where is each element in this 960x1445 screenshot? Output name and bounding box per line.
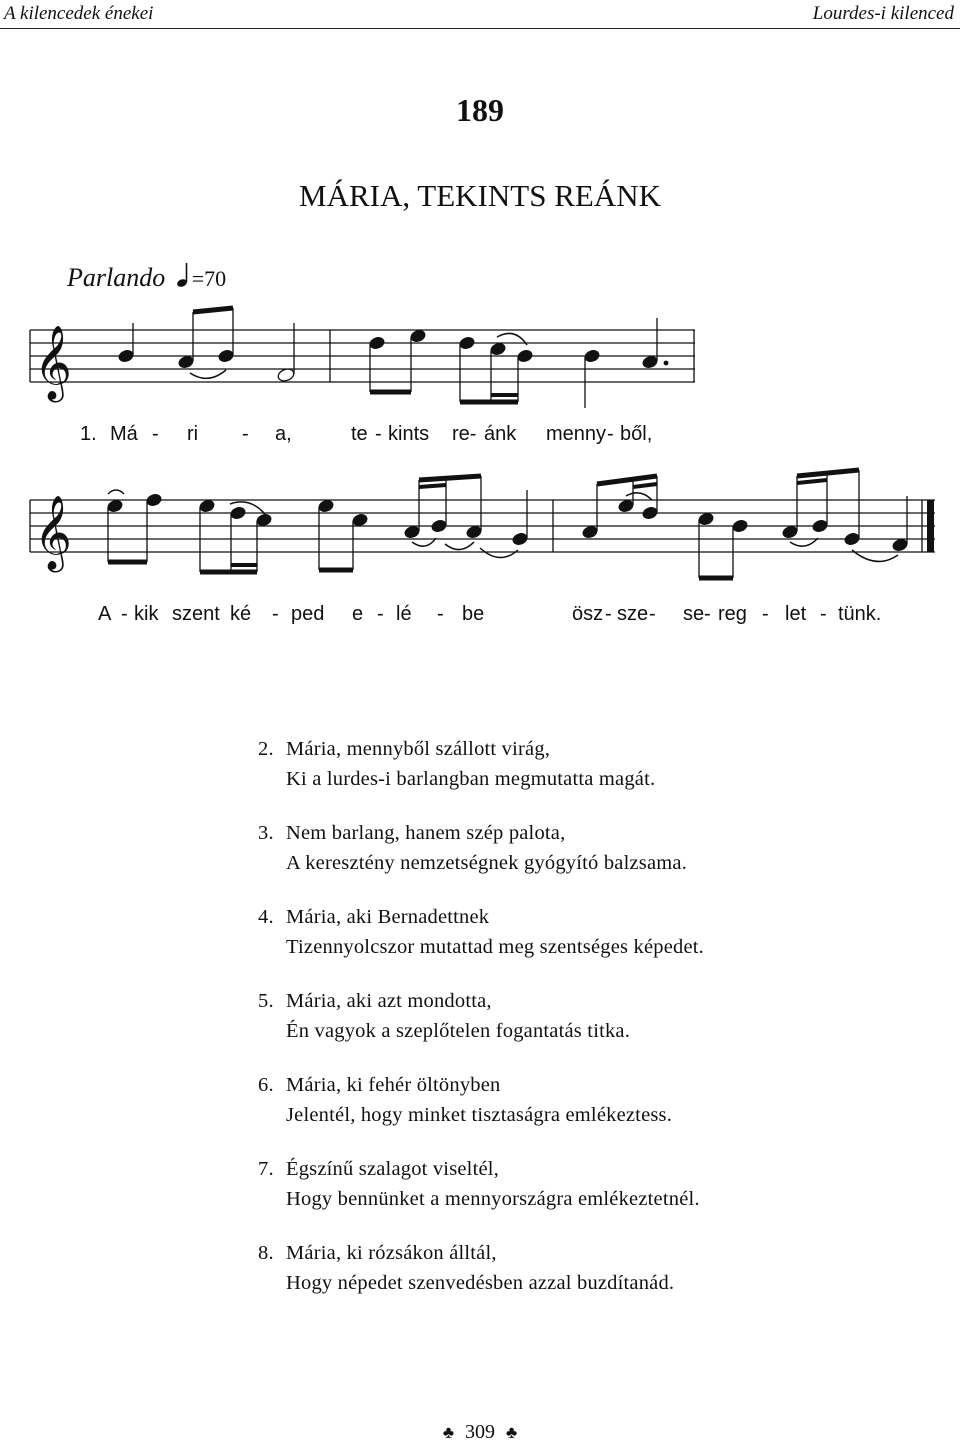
quarter-note-icon [176, 262, 192, 288]
trefoil-ornament-icon: ♣ [506, 1423, 518, 1442]
stanza-number: 7. [258, 1158, 274, 1180]
stanza-line: Mária, aki azt mondotta, [286, 990, 492, 1012]
stanza-line: Én vagyok a szeplőtelen fogantatás titka. [286, 1020, 631, 1042]
lyric-syllable: - [272, 603, 279, 625]
stanza-number: 5. [258, 990, 274, 1012]
stanza-number: 3. [258, 822, 274, 844]
tempo-value: =70 [191, 266, 227, 291]
lyric-syllable: - [152, 423, 159, 445]
lyrics-line-1 [0, 423, 960, 451]
stanza-line: Hogy népedet szenvedésben azzal buzdítanád. [286, 1272, 675, 1294]
lyric-syllable: kints [388, 423, 430, 445]
stanza [258, 818, 898, 878]
lyric-syllable: let [785, 603, 807, 625]
lyric-syllable: - [607, 423, 614, 445]
tempo-label: Parlando [67, 263, 166, 292]
lyric-syllable: - [242, 423, 249, 445]
lyric-syllable: ánk [484, 423, 517, 445]
stanza-line: Hogy bennünket a mennyországra emlékeztetnél. [286, 1188, 700, 1210]
song-title: MÁRIA, TEKINTS REÁNK [299, 178, 661, 213]
stanza-number: 6. [258, 1074, 274, 1096]
header-book-title: A kilencedek énekei [4, 3, 154, 24]
stanza [258, 1070, 898, 1130]
lyric-syllable: szent [172, 603, 220, 625]
lyric-syllable: ped [291, 603, 325, 625]
tempo-marking [67, 262, 226, 293]
lyric-syllable: - [704, 603, 711, 625]
stanza-list [258, 734, 898, 1322]
lyric-syllable: Má [110, 423, 138, 445]
lyric-syllable: - [377, 603, 384, 625]
stanza-line: Nem barlang, hanem szép palota, [286, 822, 566, 844]
stanza-line: A keresztény nemzetségnek gyógyító balzsama. [286, 852, 688, 874]
lyric-syllable: sze [617, 603, 649, 625]
stanza [258, 734, 898, 794]
lyric-syllable: ből, [620, 423, 653, 445]
lyric-syllable: tünk. [838, 603, 882, 625]
stanza-line: Mária, mennyből szállott virág, [286, 738, 551, 760]
stanza-number: 4. [258, 906, 274, 928]
stanza [258, 986, 898, 1046]
stanza-line: Mária, aki Bernadettnek [286, 906, 490, 928]
lyric-syllable: kik [134, 603, 159, 625]
treble-clef-icon: 𝄞 [34, 326, 72, 400]
stanza-line: Égszínű szalagot viseltél, [286, 1158, 499, 1180]
lyric-syllable: a, [275, 423, 292, 445]
trefoil-ornament-icon: ♣ [442, 1423, 454, 1442]
page-number: 309 [465, 1421, 495, 1443]
lyric-syllable: - [605, 603, 612, 625]
lyric-syllable: re- [452, 423, 477, 445]
lyric-syllable: - [121, 603, 128, 625]
stanza-line: Mária, ki rózsákon álltál, [286, 1242, 497, 1264]
stanza-number: 2. [258, 738, 274, 760]
lyric-syllable: lé [396, 603, 412, 625]
lyric-syllable: ké [230, 603, 252, 625]
lyric-syllable: - [649, 603, 656, 625]
lyric-syllable: te [351, 423, 368, 445]
song-number: 189 [456, 92, 504, 128]
page-footer [0, 1421, 960, 1444]
lyric-syllable: - [820, 603, 827, 625]
treble-clef-icon: 𝄞 [34, 496, 72, 570]
lyric-syllable: - [762, 603, 769, 625]
lyric-syllable: 1. [80, 423, 97, 445]
lyric-syllable: - [437, 603, 444, 625]
lyric-syllable: se [683, 603, 705, 625]
stanza-line: Mária, ki fehér öltönyben [286, 1074, 501, 1096]
lyric-syllable: A [98, 603, 112, 625]
stanza [258, 1154, 898, 1214]
lyric-syllable: ösz [572, 603, 604, 625]
stanza-line: Tizennyolcszor mutattad meg szentséges képedet. [286, 936, 704, 958]
header-section-title: Lourdes-i kilenced [812, 3, 954, 24]
stanza-line: Jelentél, hogy minket tisztaságra emlékeztess. [286, 1104, 673, 1126]
lyric-syllable: menny [546, 423, 607, 445]
lyric-syllable: be [462, 603, 485, 625]
final-barline [927, 500, 934, 552]
lyrics-line-2 [0, 603, 960, 631]
stanza-line: Ki a lurdes-i barlangban megmutatta magát. [286, 768, 656, 790]
lyric-syllable: ri [187, 423, 199, 445]
lyric-syllable: reg [718, 603, 747, 625]
stanza-number: 8. [258, 1242, 274, 1264]
stanza [258, 902, 898, 962]
stanza [258, 1238, 898, 1298]
lyric-syllable: e [352, 603, 364, 625]
lyric-syllable: - [375, 423, 382, 445]
page-header [0, 0, 960, 29]
